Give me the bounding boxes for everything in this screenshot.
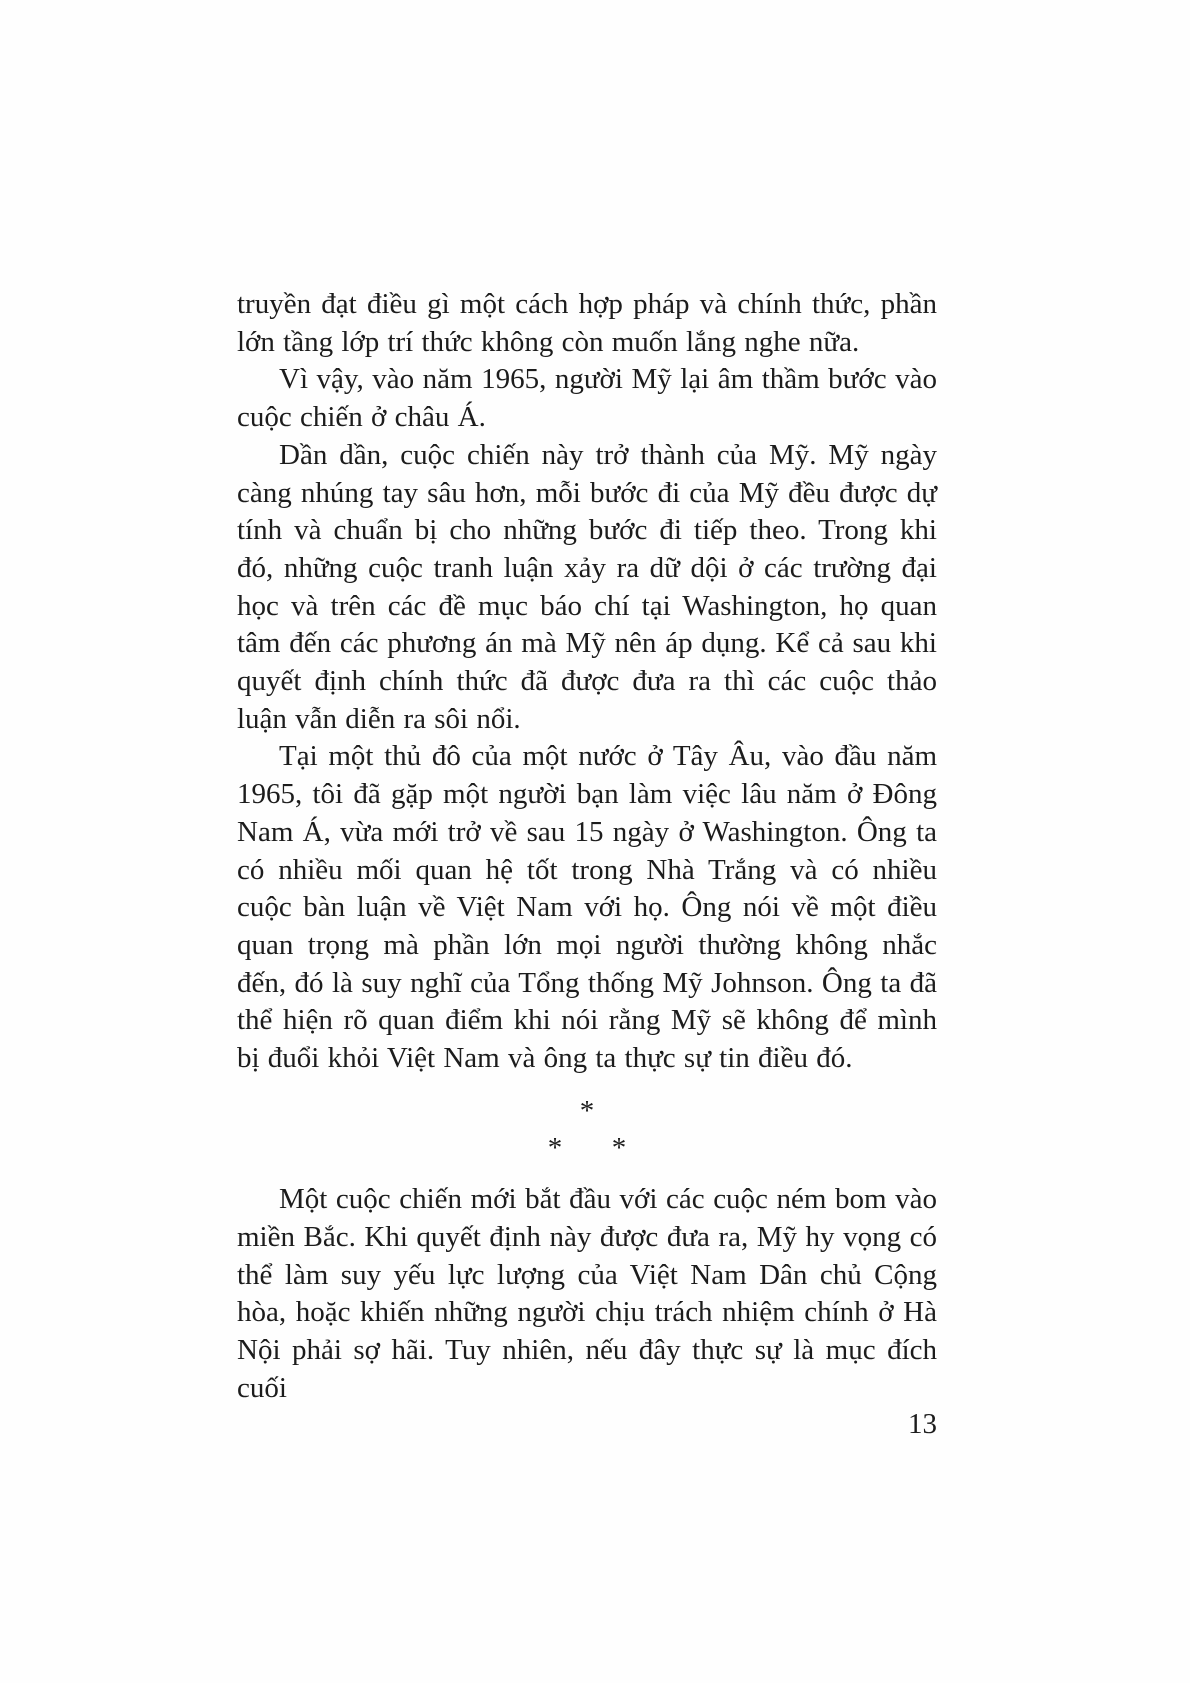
paragraph: Dần dần, cuộc chiến này trở thành của Mỹ. Mỹ ngày càng nhúng tay sâu hơn, mỗi bước đi của Mỹ đều được dự tính và chuẩn bị cho những bước đi tiếp theo. Trong khi đó, những cuộc tranh luận xảy ra dữ dội ở các trường đại học và trên các đề mục báo chí tại Washington, họ quan tâm đến các phương án mà Mỹ nên áp dụng. Kể cả sau khi quyết định chính thức đã được đưa ra thì các cuộc thảo luận vẫn diễn ra sôi nổi. — [237, 438, 937, 735]
paragraph: Vì vậy, vào năm 1965, người Mỹ lại âm thầm bước vào cuộc chiến ở châu Á. — [237, 363, 937, 434]
paragraph: Một cuộc chiến mới bắt đầu với các cuộc ném bom vào miền Bắc. Khi quyết định này được đưa ra, Mỹ hy vọng có thể làm suy yếu lực lượng của Việt Nam Dân chủ Cộng hòa, hoặc khiến những người chịu trách nhiệm chính ở Hà Nội phải sợ hãi. Tuy nhiên, nếu đây thực sự là mục đích cuối — [237, 1183, 937, 1404]
paragraph: Tại một thủ đô của một nước ở Tây Âu, vào đầu năm 1965, tôi đã gặp một người bạn làm việc lâu năm ở Đông Nam Á, vừa mới trở về sau 15 ngày ở Washington. Ông ta có nhiều mối quan hệ tốt trong Nhà Trắng và có nhiều cuộc bàn luận về Việt Nam với họ. Ông nói về một điều quan trọng mà phần lớn mọi người thường không nhắc đến, đó là suy nghĩ của Tổng thống Mỹ Johnson. Ông ta đã thể hiện rõ quan điểm khi nói rằng Mỹ sẽ không để mình bị đuổi khỏi Việt Nam và ông ta thực sự tin điều đó. — [237, 740, 937, 1075]
page-number: 13 — [908, 1408, 937, 1440]
asterisk-pair: * * — [547, 1132, 627, 1165]
paragraph-continuation: truyền đạt điều gì một cách hợp pháp và chính thức, phần lớn tầng lớp trí thức không còn muốn lắng nghe nữa. — [237, 288, 937, 358]
section-break-asterisks — [237, 1093, 937, 1168]
page-text-block — [237, 286, 937, 1407]
asterisk-top: * — [579, 1094, 595, 1127]
